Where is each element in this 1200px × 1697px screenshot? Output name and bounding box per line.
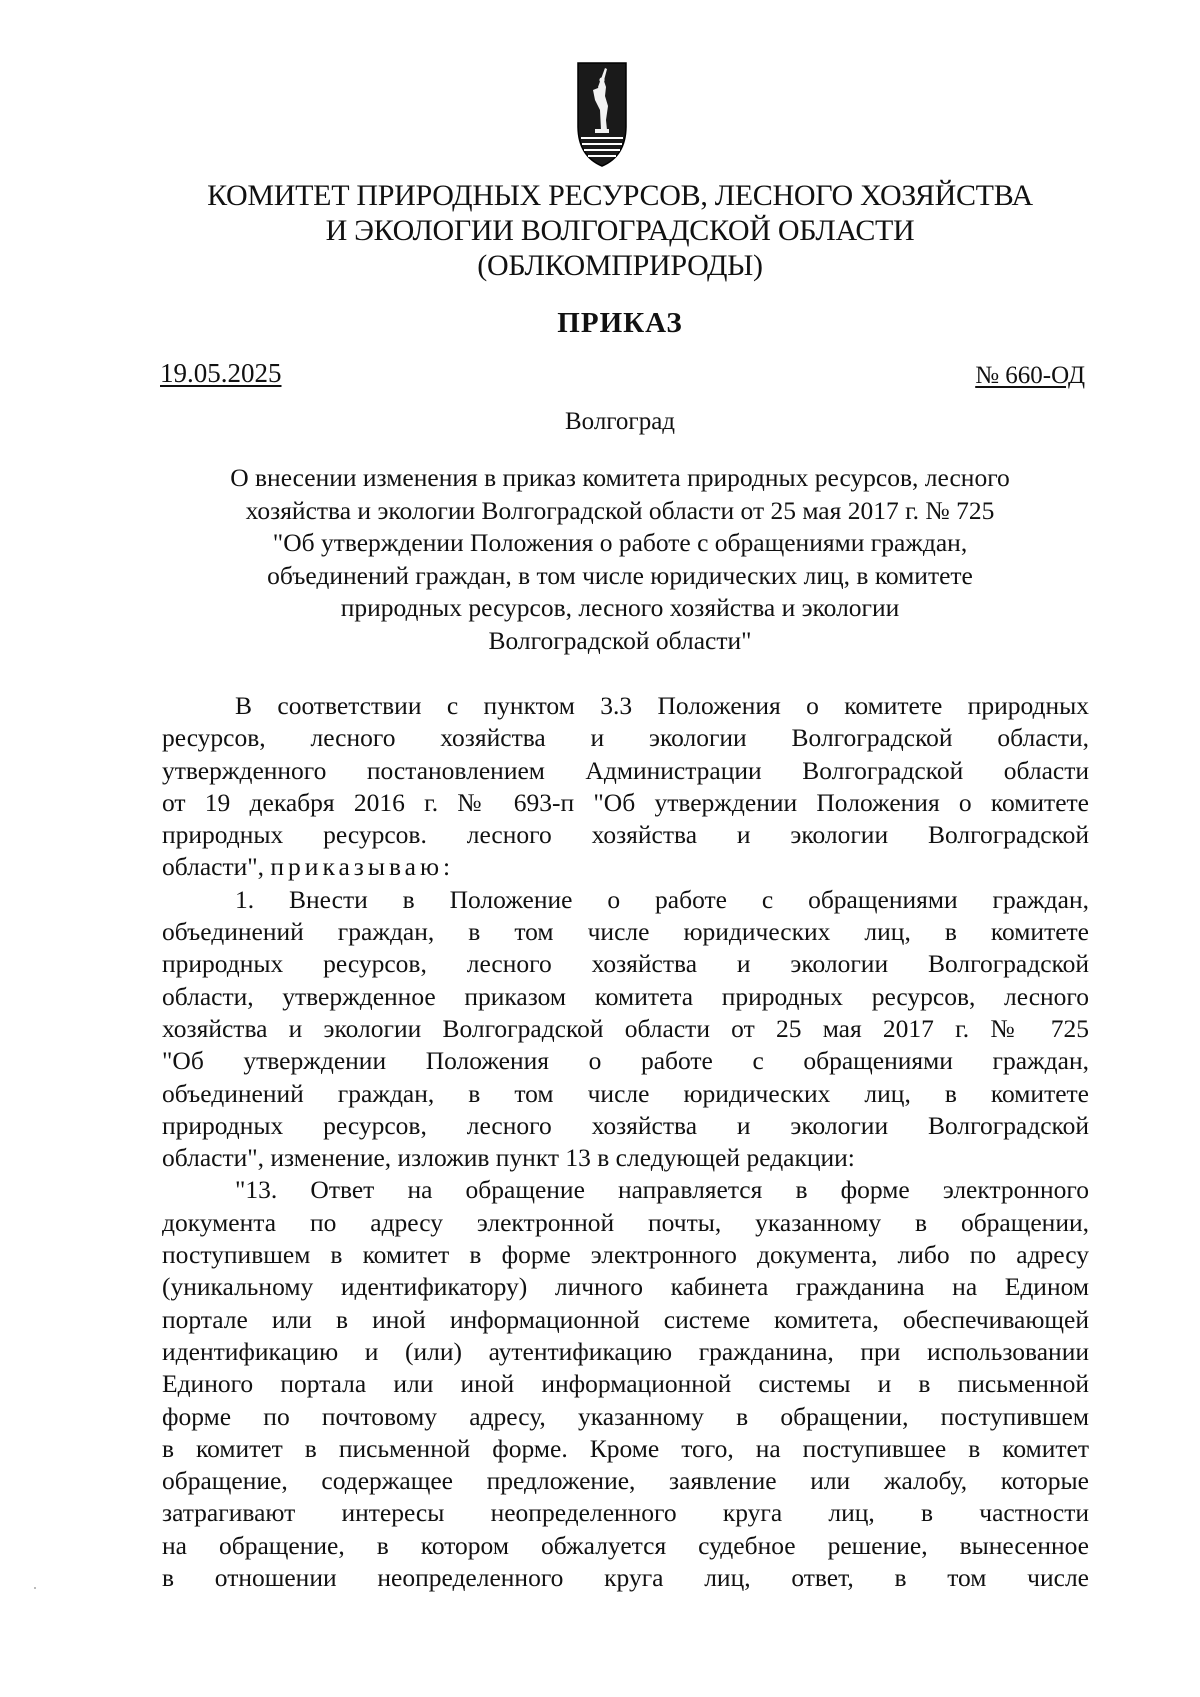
paragraph-3-line: "13. Ответ на обращение направляется в форме электронного [235, 1175, 1089, 1205]
volgograd-coat-of-arms-emblem [575, 60, 629, 168]
paragraph-3-line: документа по адресу электронной почты, указанному в обращении, [162, 1207, 1089, 1237]
paragraph-3-line: (уникальному идентификатору) личного кабинета гражданина на Едином [162, 1272, 1089, 1302]
paragraph-1-line: ресурсов, лесного хозяйства и экологии Волгоградской области, [162, 723, 1089, 753]
subject-line: хозяйства и экологии Волгоградской области от 25 мая 2017 г. № 725 [245, 495, 995, 525]
paragraph-2-line: области, утвержденное приказом комитета природных ресурсов, лесного [162, 981, 1089, 1011]
paragraph-1-line: от 19 декабря 2016 г. № 693-п "Об утверждении Положения о комитете [162, 787, 1089, 817]
paragraph-3-line: на обращение, в котором обжалуется судебное решение, вынесенное [162, 1530, 1089, 1560]
paragraph-3-line: форме по почтовому адресу, указанному в обращении, поступившем [162, 1401, 1089, 1431]
order-body [162, 690, 1089, 1594]
paragraph-2-line: природных ресурсов, лесного хозяйства и экологии Волгоградской [162, 949, 1089, 979]
paragraph-3-line: в отношении неопределенного круга лиц, ответ, в том числе [162, 1563, 1089, 1593]
paragraph-3-line: обращение, содержащее предложение, заявление или жалобу, которые [162, 1466, 1089, 1496]
document-type-title: ПРИКАЗ [557, 307, 683, 339]
organization-name-line-1: КОМИТЕТ ПРИРОДНЫХ РЕСУРСОВ, ЛЕСНОГО ХОЗЯЙСТВА [207, 179, 1033, 212]
paragraph-3-line: Единого портала или иной информационной системы и в письменной [162, 1369, 1089, 1399]
subject-line: объединений граждан, в том числе юридических лиц, в комитете [267, 560, 973, 590]
paragraph-1-line: утвержденного постановлением Администрации Волгоградской области [162, 755, 1089, 785]
paragraph-3-line: поступившем в комитет в форме электронного документа, либо по адресу [162, 1240, 1089, 1270]
organization-abbreviation: (ОБЛКОМПРИРОДЫ) [477, 249, 763, 282]
organization-header [150, 178, 1090, 283]
paragraph-2-line: объединений граждан, в том числе юридических лиц, в комитете [162, 917, 1089, 947]
subject-line: природных ресурсов, лесного хозяйства и экологии [340, 593, 900, 623]
organization-name-line-2: И ЭКОЛОГИИ ВОЛГОГРАДСКОЙ ОБЛАСТИ [325, 214, 915, 247]
paragraph-3-line: идентификацию и (или) аутентификацию гражданина, при использовании [162, 1336, 1089, 1366]
paragraph-1-line-start: области", [162, 852, 271, 882]
paragraph-2-line: объединений граждан, в том числе юридических лиц, в комитете [162, 1078, 1089, 1108]
paragraph-2-line: природных ресурсов, лесного хозяйства и экологии Волгоградской [162, 1110, 1089, 1140]
paragraph-2-line: 1. Внести в Положение о работе с обращениями граждан, [235, 884, 1089, 914]
order-date: 19.05.2025 [160, 358, 282, 388]
scan-speck [34, 1587, 36, 1589]
paragraph-2-line: хозяйства и экологии Волгоградской области от 25 мая 2017 г. № 725 [162, 1013, 1089, 1043]
paragraph-1-last-line [162, 851, 1089, 883]
subject-line: Волгоградской области" [488, 625, 752, 655]
paragraph-2-line: "Об утверждении Положения о работе с обращениями граждан, [162, 1046, 1089, 1076]
paragraph-3-line: затрагивают интересы неопределенного круга лиц, в частности [162, 1498, 1089, 1528]
order-number: № 660-ОД [975, 362, 1085, 389]
paragraph-3-line: в комитет в письменной форме. Кроме того, на поступившее в комитет [162, 1433, 1089, 1463]
order-verb: приказываю: [270, 852, 455, 882]
subject-line: "Об утверждении Положения о работе с обращениями граждан, [272, 528, 968, 558]
paragraph-1-line: природных ресурсов. лесного хозяйства и экологии Волгоградской [162, 820, 1089, 850]
paragraph-3-line: портале или в иной информационной системе комитета, обеспечивающей [162, 1304, 1089, 1334]
city-name: Волгоград [564, 408, 676, 435]
subject-line: О внесении изменения в приказ комитета природных ресурсов, лесного [230, 463, 1010, 492]
paragraph-2-line: области", изменение, изложив пункт 13 в следующей редакции: [162, 1143, 855, 1173]
order-subject [150, 462, 1090, 658]
paragraph-1-line: В соответствии с пунктом 3.3 Положения о комитете природных [235, 691, 1089, 720]
